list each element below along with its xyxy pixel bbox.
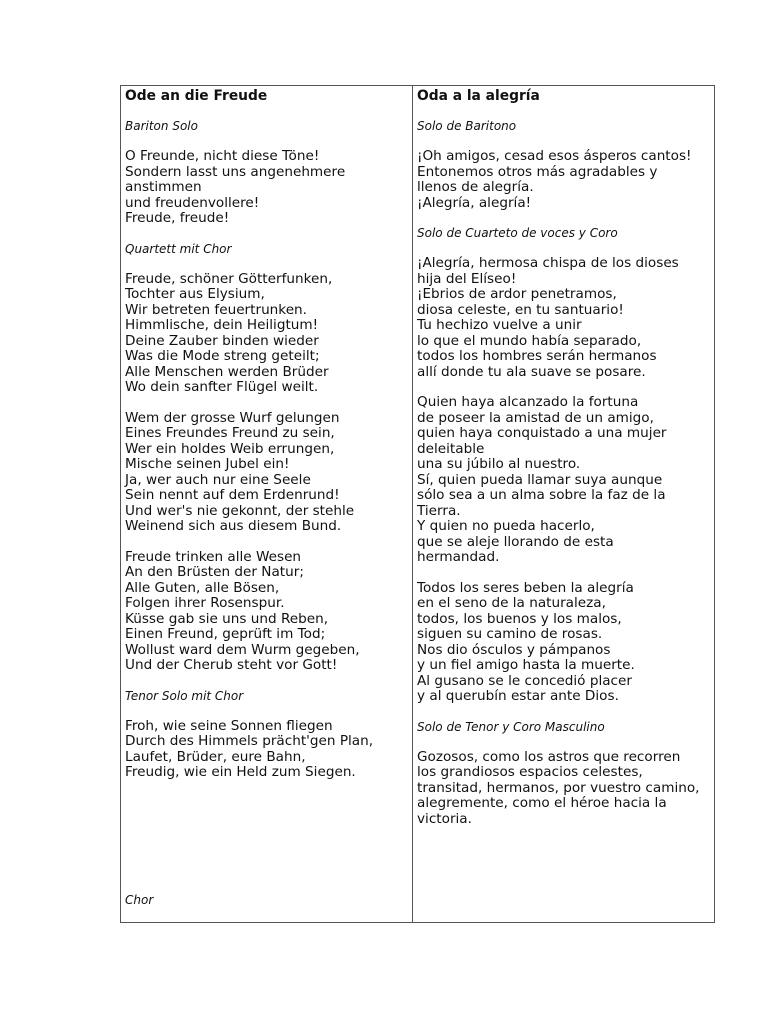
- verse-line: una su júbilo al nuestro.: [417, 456, 581, 472]
- verse-line: llenos de alegría.: [417, 179, 534, 195]
- verse-line: Entonemos otros más agradables y: [417, 163, 658, 180]
- verse-line: Ja, wer auch nur eine Seele: [125, 471, 311, 488]
- german-stanza-4: [125, 550, 410, 674]
- verse-line: victoria.: [417, 810, 472, 827]
- spanish-stanza-4: [417, 581, 713, 705]
- verse-line: Wo dein sanfter Flügel weilt.: [125, 379, 319, 395]
- verse-line: de poseer la amistad de un amigo,: [417, 409, 654, 426]
- verse-line: Freude, schöner Götterfunken,: [125, 270, 333, 287]
- verse-line: transitad, hermanos, por vuestro camino,: [417, 779, 700, 796]
- verse-line: Freudig, wie ein Held zum Siegen.: [125, 764, 356, 780]
- verse-line: Freude, freude!: [125, 210, 230, 226]
- spanish-stanza-2: [417, 256, 713, 380]
- verse-line: ¡Alegría, alegría!: [417, 194, 532, 211]
- verse-line: Tochter aus Elysium,: [125, 286, 265, 302]
- spanish-label-baritono: Solo de Baritono: [417, 119, 517, 133]
- verse-line: anstimmen: [125, 179, 202, 195]
- spanish-stanza-1: [417, 149, 713, 211]
- spanish-title: Oda a la alegría: [417, 88, 540, 104]
- verse-line: Was die Mode streng geteilt;: [125, 348, 320, 364]
- verse-line: Todos los seres beben la alegría: [417, 579, 634, 596]
- verse-line: Durch des Himmels prächt'gen Plan,: [125, 733, 374, 749]
- verse-line: Tierra.: [417, 502, 461, 519]
- german-stanza-5: [125, 719, 410, 781]
- spanish-stanza-3: [417, 395, 713, 566]
- verse-line: y al querubín estar ante Dios.: [417, 688, 619, 704]
- verse-line: Küsse gab sie uns und Reben,: [125, 610, 329, 627]
- verse-line: en el seno de la naturaleza,: [417, 595, 606, 611]
- verse-line: An den Brüsten der Natur;: [125, 564, 304, 580]
- verse-line: lo que el mundo había separado,: [417, 332, 642, 349]
- verse-line: y un fiel amigo hasta la muerte.: [417, 657, 635, 673]
- verse-line: Eines Freundes Freund zu sein,: [125, 425, 335, 441]
- verse-line: Laufet, Brüder, eure Bahn,: [125, 748, 306, 765]
- verse-line: todos, los buenos y los malos,: [417, 610, 622, 627]
- verse-line: Sí, quien pueda llamar suya aunque: [417, 471, 663, 488]
- german-label-bariton: Bariton Solo: [125, 119, 198, 133]
- verse-line: Himmlische, dein Heiligtum!: [125, 317, 319, 333]
- verse-line: O Freunde, nicht diese Töne!: [125, 148, 320, 164]
- verse-line: Gozosos, como los astros que recorren: [417, 748, 681, 765]
- verse-line: Al gusano se le concedió placer: [417, 672, 632, 689]
- german-label-chor: Chor: [125, 893, 154, 907]
- verse-line: Und wer's nie gekonnt, der stehle: [125, 502, 355, 519]
- verse-line: Freude trinken alle Wesen: [125, 548, 302, 565]
- spanish-label-cuarteto: Solo de Cuarteto de voces y Coro: [417, 226, 618, 240]
- verse-line: allí donde tu ala suave se posare.: [417, 363, 646, 380]
- german-stanza-3: [125, 411, 410, 535]
- verse-line: Y quien no pueda hacerlo,: [417, 518, 595, 534]
- verse-line: siguen su camino de rosas.: [417, 626, 603, 642]
- verse-line: Froh, wie seine Sonnen fliegen: [125, 717, 333, 734]
- verse-line: hija del Elíseo!: [417, 270, 517, 287]
- verse-line: ¡Oh amigos, cesad esos ásperos cantos!: [417, 148, 692, 164]
- verse-line: todos los hombres serán hermanos: [417, 348, 657, 364]
- german-label-quartett: Quartett mit Chor: [125, 241, 232, 256]
- german-title: Ode an die Freude: [125, 88, 268, 104]
- verse-line: und freudenvollere!: [125, 194, 260, 211]
- verse-line: Sondern lasst uns angenehmere: [125, 163, 346, 180]
- verse-line: Sein nennt auf dem Erdenrund!: [125, 487, 340, 503]
- verse-line: Weinend sich aus diesem Bund.: [125, 518, 342, 534]
- verse-line: Deine Zauber binden wieder: [125, 332, 319, 349]
- spanish-column: [413, 86, 715, 922]
- verse-line: hermandad.: [417, 549, 500, 565]
- verse-line: quien haya conquistado a una mujer: [417, 425, 667, 441]
- verse-line: Wem der grosse Wurf gelungen: [125, 409, 340, 426]
- lyrics-table: [120, 85, 715, 923]
- verse-line: Wollust ward dem Wurm gegeben,: [125, 641, 360, 658]
- verse-line: Folgen ihrer Rosenspur.: [125, 595, 285, 611]
- verse-line: Wir betreten feuertrunken.: [125, 301, 307, 318]
- verse-line: diosa celeste, en tu santuario!: [417, 301, 624, 318]
- german-stanza-1: [125, 149, 410, 227]
- verse-line: alegremente, como el héroe hacia la: [417, 795, 667, 811]
- verse-line: los grandiosos espacios celestes,: [417, 764, 643, 780]
- verse-line: Und der Cherub steht vor Gott!: [125, 657, 338, 673]
- verse-line: deleitable: [417, 440, 485, 457]
- verse-line: que se aleje llorando de esta: [417, 533, 614, 550]
- verse-line: Nos dio ósculos y pámpanos: [417, 641, 611, 658]
- german-label-tenor: Tenor Solo mit Chor: [125, 688, 244, 703]
- verse-line: Quien haya alcanzado la fortuna: [417, 394, 639, 410]
- verse-line: Tu hechizo vuelve a unir: [417, 317, 582, 333]
- verse-line: ¡Alegría, hermosa chispa de los dioses: [417, 255, 679, 271]
- german-stanza-2: [125, 272, 410, 396]
- verse-line: Einen Freund, geprüft im Tod;: [125, 626, 326, 642]
- german-column: [121, 86, 412, 922]
- verse-line: Mische seinen Jubel ein!: [125, 456, 290, 472]
- spanish-label-tenor: Solo de Tenor y Coro Masculino: [417, 719, 605, 734]
- verse-line: Wer ein holdes Weib errungen,: [125, 440, 335, 457]
- verse-line: Alle Guten, alle Bösen,: [125, 579, 280, 596]
- spanish-stanza-5: [417, 750, 713, 828]
- verse-line: ¡Ebrios de ardor penetramos,: [417, 286, 617, 302]
- verse-line: Alle Menschen werden Brüder: [125, 363, 329, 380]
- verse-line: sólo sea a un alma sobre la faz de la: [417, 487, 666, 503]
